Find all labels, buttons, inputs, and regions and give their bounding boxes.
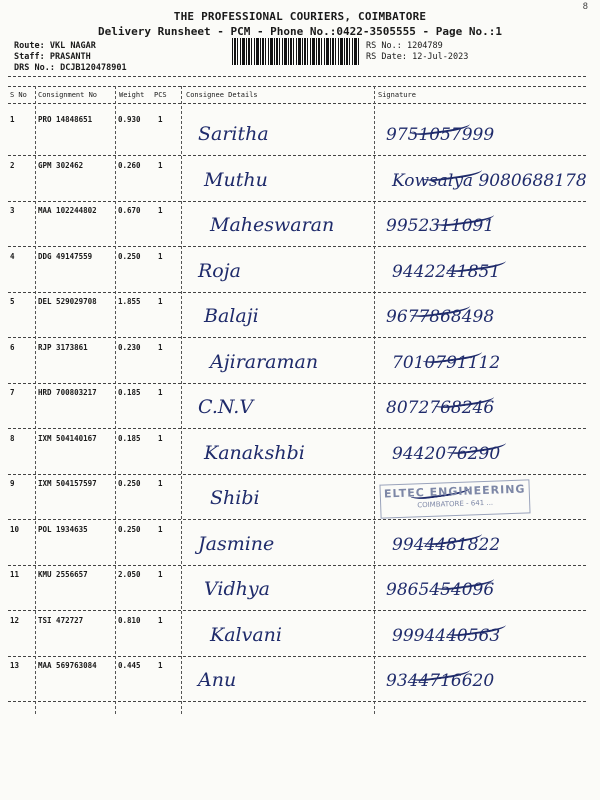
row-sno: 5 bbox=[10, 297, 15, 306]
col-header-pcs: PCS bbox=[154, 91, 167, 99]
row-pcs: 1 bbox=[158, 388, 163, 397]
row-consignee-name: Muthu bbox=[204, 168, 268, 191]
row-consignment-no: RJP 3173861 bbox=[38, 342, 88, 352]
row-pcs: 1 bbox=[158, 615, 163, 625]
row-sno: 2 bbox=[10, 160, 15, 170]
row-consignment-no: MAA 569763084 bbox=[38, 661, 97, 670]
drs-value: DCJB120478901 bbox=[60, 63, 127, 73]
row-consignee-name: Shibi bbox=[210, 487, 260, 509]
row-sno: 9 bbox=[10, 479, 15, 488]
header-rule-top bbox=[8, 76, 586, 77]
row-signature: 9944481822 bbox=[392, 534, 501, 555]
col-header-consignment: Consignment No bbox=[38, 91, 98, 99]
row-divider bbox=[8, 610, 586, 611]
row-consignee-name: Maheswaran bbox=[210, 214, 335, 236]
row-divider bbox=[8, 155, 586, 156]
row-consignee-name: Jasmine bbox=[198, 532, 275, 555]
row-pcs: 1 bbox=[158, 479, 163, 488]
row-pcs: 1 bbox=[158, 661, 163, 670]
col-sep-3 bbox=[181, 86, 182, 714]
row-divider bbox=[8, 383, 586, 384]
header-rule-mid bbox=[8, 86, 586, 87]
rs-date-value: 12-Jul-2023 bbox=[412, 52, 469, 62]
row-consignment-no: DDG 49147559 bbox=[38, 251, 93, 261]
route-label: Route: bbox=[14, 41, 45, 51]
row-sno: 12 bbox=[10, 615, 20, 625]
row-consignee-name: Ajiraraman bbox=[210, 350, 319, 373]
row-consignment-no: GPM 302462 bbox=[38, 160, 84, 170]
row-consignment-no: POL 1934635 bbox=[38, 524, 88, 534]
row-divider bbox=[8, 519, 586, 520]
row-sno: 10 bbox=[10, 524, 20, 534]
row-consignment-no: IXM 504157597 bbox=[38, 479, 97, 488]
barcode bbox=[232, 38, 360, 65]
row-signature: 9751057999 bbox=[386, 125, 495, 145]
runsheet-subtitle: Delivery Runsheet - PCM - Phone No.:0422-3505555 - Page No.:1 bbox=[98, 25, 502, 38]
row-consignment-no: PRO 14848651 bbox=[38, 115, 93, 124]
row-consignment-no: TSI 472727 bbox=[38, 615, 84, 625]
row-weight: 0.670 bbox=[118, 206, 141, 215]
row-pcs: 1 bbox=[158, 297, 163, 306]
row-signature: 9442076290 bbox=[392, 443, 501, 464]
drs-line bbox=[14, 62, 127, 74]
col-sep-2 bbox=[115, 86, 116, 714]
row-consignment-no: HRD 700803217 bbox=[38, 388, 97, 397]
row-divider bbox=[8, 656, 586, 657]
row-sno: 11 bbox=[10, 570, 20, 579]
row-consignment-no: MAA 102244802 bbox=[38, 206, 97, 215]
page-mark: 8 bbox=[582, 2, 588, 12]
rs-no-value: 1204789 bbox=[406, 41, 443, 51]
row-signature: 9952311091 bbox=[386, 216, 495, 236]
rs-date-label: RS Date: bbox=[366, 52, 407, 62]
row-weight: 0.250 bbox=[118, 251, 141, 261]
row-weight: 0.810 bbox=[118, 615, 141, 625]
row-signature: 9677868498 bbox=[386, 307, 495, 327]
row-signature: 9344716620 bbox=[386, 671, 495, 691]
row-divider bbox=[8, 474, 586, 475]
row-divider bbox=[8, 292, 586, 293]
row-weight: 1.855 bbox=[118, 297, 141, 306]
row-consignment-no: DEL 529029708 bbox=[38, 297, 97, 306]
row-pcs: 1 bbox=[158, 433, 163, 443]
row-consignee-name: Vidhya bbox=[204, 578, 270, 600]
row-pcs: 1 bbox=[158, 251, 163, 261]
col-header-sno: S No bbox=[10, 91, 27, 99]
header-rule-bottom bbox=[8, 103, 586, 104]
rs-no-label: RS No.: bbox=[366, 41, 402, 51]
row-weight: 0.260 bbox=[118, 160, 141, 170]
row-weight: 0.930 bbox=[118, 115, 141, 124]
row-weight: 0.250 bbox=[118, 479, 141, 488]
col-sep-4 bbox=[374, 86, 375, 714]
row-weight: 0.445 bbox=[118, 661, 141, 670]
row-divider bbox=[8, 337, 586, 338]
row-pcs: 1 bbox=[158, 160, 163, 170]
row-signature: 7010791112 bbox=[392, 352, 501, 373]
row-divider bbox=[8, 701, 586, 702]
company-title: THE PROFESSIONAL COURIERS, COIMBATORE bbox=[173, 10, 427, 23]
row-divider bbox=[8, 428, 586, 429]
staff-value: PRASANTH bbox=[49, 52, 91, 62]
row-sno: 8 bbox=[10, 433, 15, 443]
staff-label: Staff: bbox=[14, 52, 45, 62]
company-stamp bbox=[379, 479, 530, 518]
row-signature: 9994440563 bbox=[392, 625, 501, 646]
row-consignment-no: KMU 2556657 bbox=[38, 570, 88, 579]
col-sep-1 bbox=[35, 86, 36, 714]
row-sno: 13 bbox=[10, 661, 20, 670]
row-consignee-name: Roja bbox=[198, 259, 241, 282]
row-sno: 1 bbox=[10, 115, 15, 124]
row-signature: Kowsalya 9080688178 bbox=[392, 170, 587, 191]
row-pcs: 1 bbox=[158, 206, 163, 215]
row-pcs: 1 bbox=[158, 115, 163, 124]
row-weight: 0.185 bbox=[118, 433, 141, 443]
row-consignee-name: Saritha bbox=[198, 123, 269, 145]
row-consignee-name: Balaji bbox=[204, 305, 259, 327]
row-consignee-name: Anu bbox=[198, 669, 237, 691]
row-consignee-name: C.N.V bbox=[198, 396, 254, 418]
row-pcs: 1 bbox=[158, 570, 163, 579]
row-pcs: 1 bbox=[158, 342, 163, 352]
col-header-details: Consignee Details bbox=[186, 91, 258, 99]
row-sno: 4 bbox=[10, 251, 15, 261]
row-divider bbox=[8, 246, 586, 247]
row-pcs: 1 bbox=[158, 524, 163, 534]
row-weight: 0.185 bbox=[118, 388, 141, 397]
row-sno: 7 bbox=[10, 388, 15, 397]
col-header-weight: Weight bbox=[119, 91, 145, 99]
row-consignee-name: Kalvani bbox=[210, 623, 282, 646]
rs-date-line bbox=[366, 51, 468, 63]
row-weight: 2.050 bbox=[118, 570, 141, 579]
stamp-line-2: COIMBATORE - 641 ... bbox=[417, 498, 494, 510]
col-header-signature: Signature bbox=[378, 91, 416, 99]
row-weight: 0.250 bbox=[118, 524, 141, 534]
row-weight: 0.230 bbox=[118, 342, 141, 352]
row-sno: 6 bbox=[10, 342, 15, 352]
stamp-line-1: ELTEC ENGINEERING bbox=[383, 482, 526, 501]
row-signature: 9442241851 bbox=[392, 261, 501, 282]
route-value: VKL NAGAR bbox=[49, 41, 96, 51]
row-consignment-no: IXM 504140167 bbox=[38, 433, 97, 443]
row-signature: 9865454096 bbox=[386, 580, 495, 600]
drs-label: DRS No.: bbox=[14, 63, 55, 73]
row-signature: 8072768246 bbox=[386, 398, 495, 418]
row-divider bbox=[8, 201, 586, 202]
row-divider bbox=[8, 565, 586, 566]
row-consignee-name: Kanakshbi bbox=[204, 441, 305, 464]
row-sno: 3 bbox=[10, 206, 15, 215]
